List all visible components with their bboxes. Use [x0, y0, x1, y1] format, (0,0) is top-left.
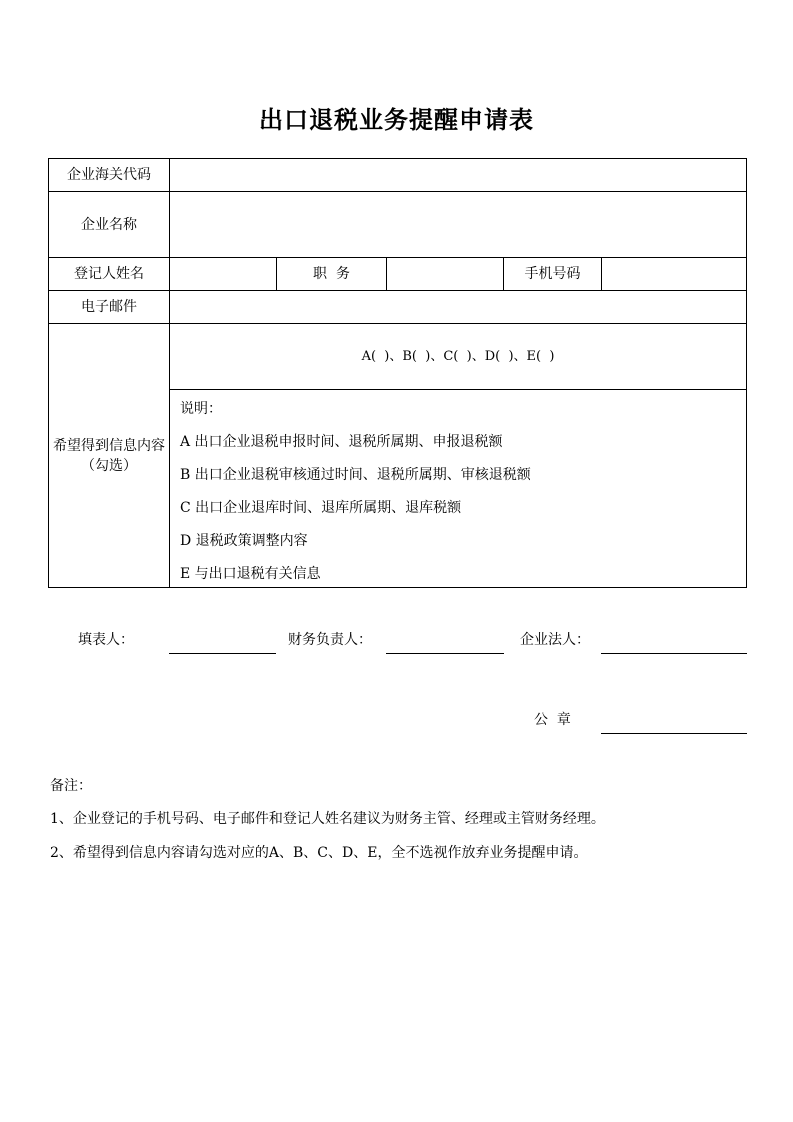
legal-rep-signature-line[interactable]: [601, 653, 747, 654]
registrant-field[interactable]: [170, 258, 276, 290]
email-field[interactable]: [170, 291, 746, 323]
filler-signature-line[interactable]: [169, 653, 276, 654]
position-field[interactable]: [387, 258, 503, 290]
note-item-d: D 退税政策调整内容: [180, 533, 308, 549]
note-item-a: A 出口企业退税申报时间、退税所属期、申报退税额: [180, 434, 503, 450]
options-checkboxes[interactable]: A( )、B( )、C( )、D( )、E( ): [361, 348, 555, 364]
application-form: [48, 158, 747, 588]
remarks-item-2: 2、希望得到信息内容请勾选对应的A、B、C、D、E，全不选视作放弃业务提醒申请。: [50, 845, 588, 861]
customs-code-label: 企业海关代码: [67, 167, 151, 183]
remarks-heading: 备注：: [50, 778, 92, 794]
phone-label: 手机号码: [524, 266, 581, 282]
email-label: 电子邮件: [81, 299, 137, 315]
notes-heading: 说明：: [180, 401, 222, 417]
remarks-item-1: 1、企业登记的手机号码、电子邮件和登记人姓名建议为财务主管、经理或主管财务经理。: [50, 811, 605, 827]
note-item-e: E 与出口退税有关信息: [180, 566, 321, 582]
position-label: 职 务: [313, 266, 350, 282]
row-divider: [170, 389, 746, 390]
seal-label: 公 章: [534, 712, 571, 728]
desired-info-label: 希望得到信息内容（勾选）: [53, 437, 165, 474]
customs-code-field[interactable]: [170, 159, 746, 191]
company-name-label: 企业名称: [81, 216, 137, 233]
legal-rep-label: 企业法人：: [520, 632, 590, 648]
finance-signature-line[interactable]: [386, 653, 504, 654]
company-name-field[interactable]: [170, 192, 746, 257]
page-title: 出口退税业务提醒申请表: [259, 106, 534, 134]
phone-field[interactable]: [602, 258, 746, 290]
note-item-b: B 出口企业退税审核通过时间、退税所属期、审核退税额: [180, 467, 531, 483]
filler-label: 填表人：: [78, 632, 134, 648]
note-item-c: C 出口企业退库时间、退库所属期、退库税额: [180, 500, 462, 516]
seal-line[interactable]: [601, 733, 747, 734]
finance-label: 财务负责人：: [288, 632, 372, 648]
registrant-label: 登记人姓名: [74, 266, 144, 282]
